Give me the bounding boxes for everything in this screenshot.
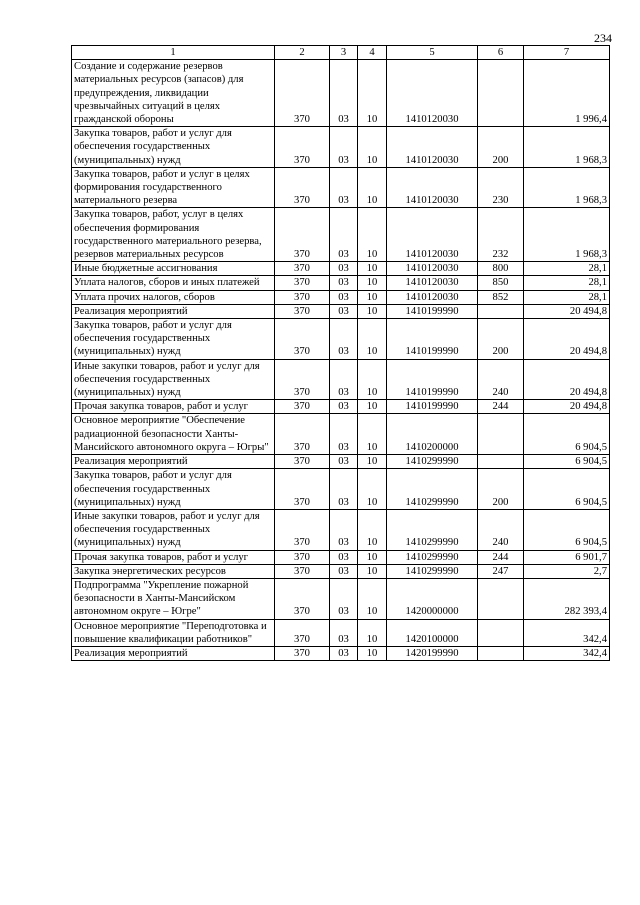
row-amount: 28,1 bbox=[524, 276, 610, 290]
row-amount: 6 904,5 bbox=[524, 469, 610, 510]
row-col-5: 1420000000 bbox=[387, 578, 478, 619]
row-name: Иные закупки товаров, работ и услуг для обеспечения государственных (муниципальных) нужд bbox=[72, 509, 275, 550]
row-name: Уплата налогов, сборов и иных платежей bbox=[72, 276, 275, 290]
row-col-2: 370 bbox=[275, 359, 330, 400]
row-amount: 6 904,5 bbox=[524, 509, 610, 550]
table-row bbox=[72, 469, 610, 510]
row-name: Создание и содержание резервов материальных ресурсов (запасов) для предупреждения, ликвидации чрезвычайных ситуаций в целях гражданской обороны bbox=[72, 60, 275, 127]
table-body bbox=[72, 60, 610, 661]
row-amount: 6 901,7 bbox=[524, 550, 610, 564]
row-col-4: 10 bbox=[358, 578, 387, 619]
row-col-4: 10 bbox=[358, 414, 387, 455]
table-row bbox=[72, 400, 610, 414]
row-amount: 28,1 bbox=[524, 262, 610, 276]
row-col-3: 03 bbox=[330, 127, 358, 168]
table-row bbox=[72, 509, 610, 550]
row-col-4: 10 bbox=[358, 564, 387, 578]
row-col-6: 852 bbox=[478, 290, 524, 304]
page-number: 234 bbox=[594, 31, 612, 45]
header-col-4: 4 bbox=[358, 46, 387, 60]
table-row bbox=[72, 578, 610, 619]
row-col-3: 03 bbox=[330, 469, 358, 510]
row-name: Прочая закупка товаров, работ и услуг bbox=[72, 550, 275, 564]
row-name: Закупка товаров, работ и услуг для обеспечения государственных (муниципальных) нужд bbox=[72, 127, 275, 168]
row-col-3: 03 bbox=[330, 646, 358, 660]
row-col-2: 370 bbox=[275, 127, 330, 168]
row-col-6 bbox=[478, 646, 524, 660]
row-col-6 bbox=[478, 304, 524, 318]
header-col-3: 3 bbox=[330, 46, 358, 60]
row-col-5: 1410299990 bbox=[387, 564, 478, 578]
table-row bbox=[72, 167, 610, 208]
row-col-2: 370 bbox=[275, 578, 330, 619]
header-col-2: 2 bbox=[275, 46, 330, 60]
row-col-5: 1410120030 bbox=[387, 290, 478, 304]
row-col-6: 200 bbox=[478, 469, 524, 510]
row-col-4: 10 bbox=[358, 550, 387, 564]
row-col-5: 1410199990 bbox=[387, 319, 478, 360]
row-col-2: 370 bbox=[275, 469, 330, 510]
table-row bbox=[72, 455, 610, 469]
table-row bbox=[72, 276, 610, 290]
row-name: Закупка товаров, работ и услуг в целях формирования государственного материального резерва bbox=[72, 167, 275, 208]
row-col-5: 1410299990 bbox=[387, 550, 478, 564]
row-col-2: 370 bbox=[275, 262, 330, 276]
row-col-2: 370 bbox=[275, 564, 330, 578]
row-name: Подпрограмма "Укрепление пожарной безопасности в Ханты-Мансийском автономном округе – Югре" bbox=[72, 578, 275, 619]
row-col-2: 370 bbox=[275, 208, 330, 262]
row-name: Реализация мероприятий bbox=[72, 455, 275, 469]
table-row bbox=[72, 262, 610, 276]
row-amount: 6 904,5 bbox=[524, 455, 610, 469]
row-col-5: 1410120030 bbox=[387, 276, 478, 290]
row-amount: 1 996,4 bbox=[524, 60, 610, 127]
row-col-5: 1410120030 bbox=[387, 208, 478, 262]
row-col-3: 03 bbox=[330, 60, 358, 127]
row-amount: 20 494,8 bbox=[524, 400, 610, 414]
row-col-4: 10 bbox=[358, 127, 387, 168]
row-name: Закупка энергетических ресурсов bbox=[72, 564, 275, 578]
row-col-6 bbox=[478, 619, 524, 646]
row-col-5: 1420100000 bbox=[387, 619, 478, 646]
header-col-7: 7 bbox=[524, 46, 610, 60]
row-col-3: 03 bbox=[330, 455, 358, 469]
row-col-2: 370 bbox=[275, 400, 330, 414]
table-row bbox=[72, 646, 610, 660]
table-row bbox=[72, 208, 610, 262]
row-col-5: 1410120030 bbox=[387, 262, 478, 276]
row-name: Иные бюджетные ассигнования bbox=[72, 262, 275, 276]
row-col-3: 03 bbox=[330, 619, 358, 646]
row-col-4: 10 bbox=[358, 60, 387, 127]
row-col-6: 240 bbox=[478, 509, 524, 550]
row-col-6: 800 bbox=[478, 262, 524, 276]
row-col-4: 10 bbox=[358, 619, 387, 646]
row-col-4: 10 bbox=[358, 319, 387, 360]
row-col-4: 10 bbox=[358, 509, 387, 550]
row-col-4: 10 bbox=[358, 262, 387, 276]
row-col-2: 370 bbox=[275, 319, 330, 360]
row-col-2: 370 bbox=[275, 60, 330, 127]
table-row bbox=[72, 290, 610, 304]
row-col-5: 1410120030 bbox=[387, 60, 478, 127]
row-name: Основное мероприятие "Переподготовка и повышение квалификации работников" bbox=[72, 619, 275, 646]
table-row bbox=[72, 127, 610, 168]
row-name: Реализация мероприятий bbox=[72, 646, 275, 660]
row-col-3: 03 bbox=[330, 578, 358, 619]
row-col-2: 370 bbox=[275, 414, 330, 455]
row-col-5: 1420199990 bbox=[387, 646, 478, 660]
table-row bbox=[72, 304, 610, 318]
row-col-3: 03 bbox=[330, 319, 358, 360]
row-col-5: 1410199990 bbox=[387, 400, 478, 414]
row-col-6: 200 bbox=[478, 319, 524, 360]
row-amount: 282 393,4 bbox=[524, 578, 610, 619]
row-col-2: 370 bbox=[275, 167, 330, 208]
row-name: Иные закупки товаров, работ и услуг для обеспечения государственных (муниципальных) нужд bbox=[72, 359, 275, 400]
row-name: Закупка товаров, работ и услуг для обеспечения государственных (муниципальных) нужд bbox=[72, 319, 275, 360]
row-col-2: 370 bbox=[275, 276, 330, 290]
row-col-3: 03 bbox=[330, 304, 358, 318]
row-amount: 1 968,3 bbox=[524, 208, 610, 262]
row-col-6: 244 bbox=[478, 400, 524, 414]
row-col-2: 370 bbox=[275, 646, 330, 660]
row-name: Прочая закупка товаров, работ и услуг bbox=[72, 400, 275, 414]
row-amount: 20 494,8 bbox=[524, 319, 610, 360]
row-col-4: 10 bbox=[358, 455, 387, 469]
row-name: Реализация мероприятий bbox=[72, 304, 275, 318]
row-col-3: 03 bbox=[330, 359, 358, 400]
row-col-3: 03 bbox=[330, 290, 358, 304]
row-col-2: 370 bbox=[275, 455, 330, 469]
row-col-6: 230 bbox=[478, 167, 524, 208]
row-col-3: 03 bbox=[330, 262, 358, 276]
row-col-2: 370 bbox=[275, 619, 330, 646]
table-row bbox=[72, 60, 610, 127]
row-name: Закупка товаров, работ и услуг для обеспечения государственных (муниципальных) нужд bbox=[72, 469, 275, 510]
row-name: Закупка товаров, работ, услуг в целях обеспечения формирования государственного материального резерва, резервов материальных ресурсов bbox=[72, 208, 275, 262]
row-col-6 bbox=[478, 414, 524, 455]
row-col-3: 03 bbox=[330, 167, 358, 208]
row-col-4: 10 bbox=[358, 276, 387, 290]
row-col-5: 1410200000 bbox=[387, 414, 478, 455]
row-name: Основное мероприятие "Обеспечение радиационной безопасности Ханты-Мансийского автономного округа – Югры" bbox=[72, 414, 275, 455]
row-amount: 342,4 bbox=[524, 619, 610, 646]
header-col-6: 6 bbox=[478, 46, 524, 60]
row-col-4: 10 bbox=[358, 359, 387, 400]
row-col-6: 850 bbox=[478, 276, 524, 290]
table-header-row bbox=[72, 46, 610, 60]
row-col-3: 03 bbox=[330, 276, 358, 290]
row-name: Уплата прочих налогов, сборов bbox=[72, 290, 275, 304]
row-col-2: 370 bbox=[275, 290, 330, 304]
row-col-4: 10 bbox=[358, 208, 387, 262]
row-col-6: 247 bbox=[478, 564, 524, 578]
row-col-6 bbox=[478, 455, 524, 469]
row-col-6: 240 bbox=[478, 359, 524, 400]
row-col-3: 03 bbox=[330, 400, 358, 414]
table-row bbox=[72, 619, 610, 646]
table-row bbox=[72, 319, 610, 360]
row-col-6 bbox=[478, 60, 524, 127]
row-col-6: 244 bbox=[478, 550, 524, 564]
row-col-3: 03 bbox=[330, 509, 358, 550]
row-col-2: 370 bbox=[275, 509, 330, 550]
row-amount: 20 494,8 bbox=[524, 304, 610, 318]
row-col-6 bbox=[478, 578, 524, 619]
header-col-5: 5 bbox=[387, 46, 478, 60]
row-col-4: 10 bbox=[358, 304, 387, 318]
row-amount: 6 904,5 bbox=[524, 414, 610, 455]
row-col-4: 10 bbox=[358, 646, 387, 660]
budget-table bbox=[71, 45, 610, 661]
row-amount: 1 968,3 bbox=[524, 127, 610, 168]
row-col-5: 1410299990 bbox=[387, 469, 478, 510]
row-amount: 1 968,3 bbox=[524, 167, 610, 208]
row-col-4: 10 bbox=[358, 290, 387, 304]
row-amount: 28,1 bbox=[524, 290, 610, 304]
row-col-3: 03 bbox=[330, 550, 358, 564]
row-col-4: 10 bbox=[358, 469, 387, 510]
header-col-1: 1 bbox=[72, 46, 275, 60]
row-col-5: 1410199990 bbox=[387, 304, 478, 318]
row-col-3: 03 bbox=[330, 208, 358, 262]
row-col-6: 232 bbox=[478, 208, 524, 262]
table-row bbox=[72, 550, 610, 564]
row-col-4: 10 bbox=[358, 400, 387, 414]
row-amount: 2,7 bbox=[524, 564, 610, 578]
row-col-5: 1410120030 bbox=[387, 167, 478, 208]
row-col-5: 1410299990 bbox=[387, 509, 478, 550]
row-col-3: 03 bbox=[330, 414, 358, 455]
row-amount: 342,4 bbox=[524, 646, 610, 660]
row-col-2: 370 bbox=[275, 550, 330, 564]
row-col-6: 200 bbox=[478, 127, 524, 168]
table-row bbox=[72, 359, 610, 400]
row-col-5: 1410299990 bbox=[387, 455, 478, 469]
row-col-3: 03 bbox=[330, 564, 358, 578]
row-amount: 20 494,8 bbox=[524, 359, 610, 400]
row-col-2: 370 bbox=[275, 304, 330, 318]
table-row bbox=[72, 564, 610, 578]
row-col-4: 10 bbox=[358, 167, 387, 208]
row-col-5: 1410120030 bbox=[387, 127, 478, 168]
table-row bbox=[72, 414, 610, 455]
row-col-5: 1410199990 bbox=[387, 359, 478, 400]
